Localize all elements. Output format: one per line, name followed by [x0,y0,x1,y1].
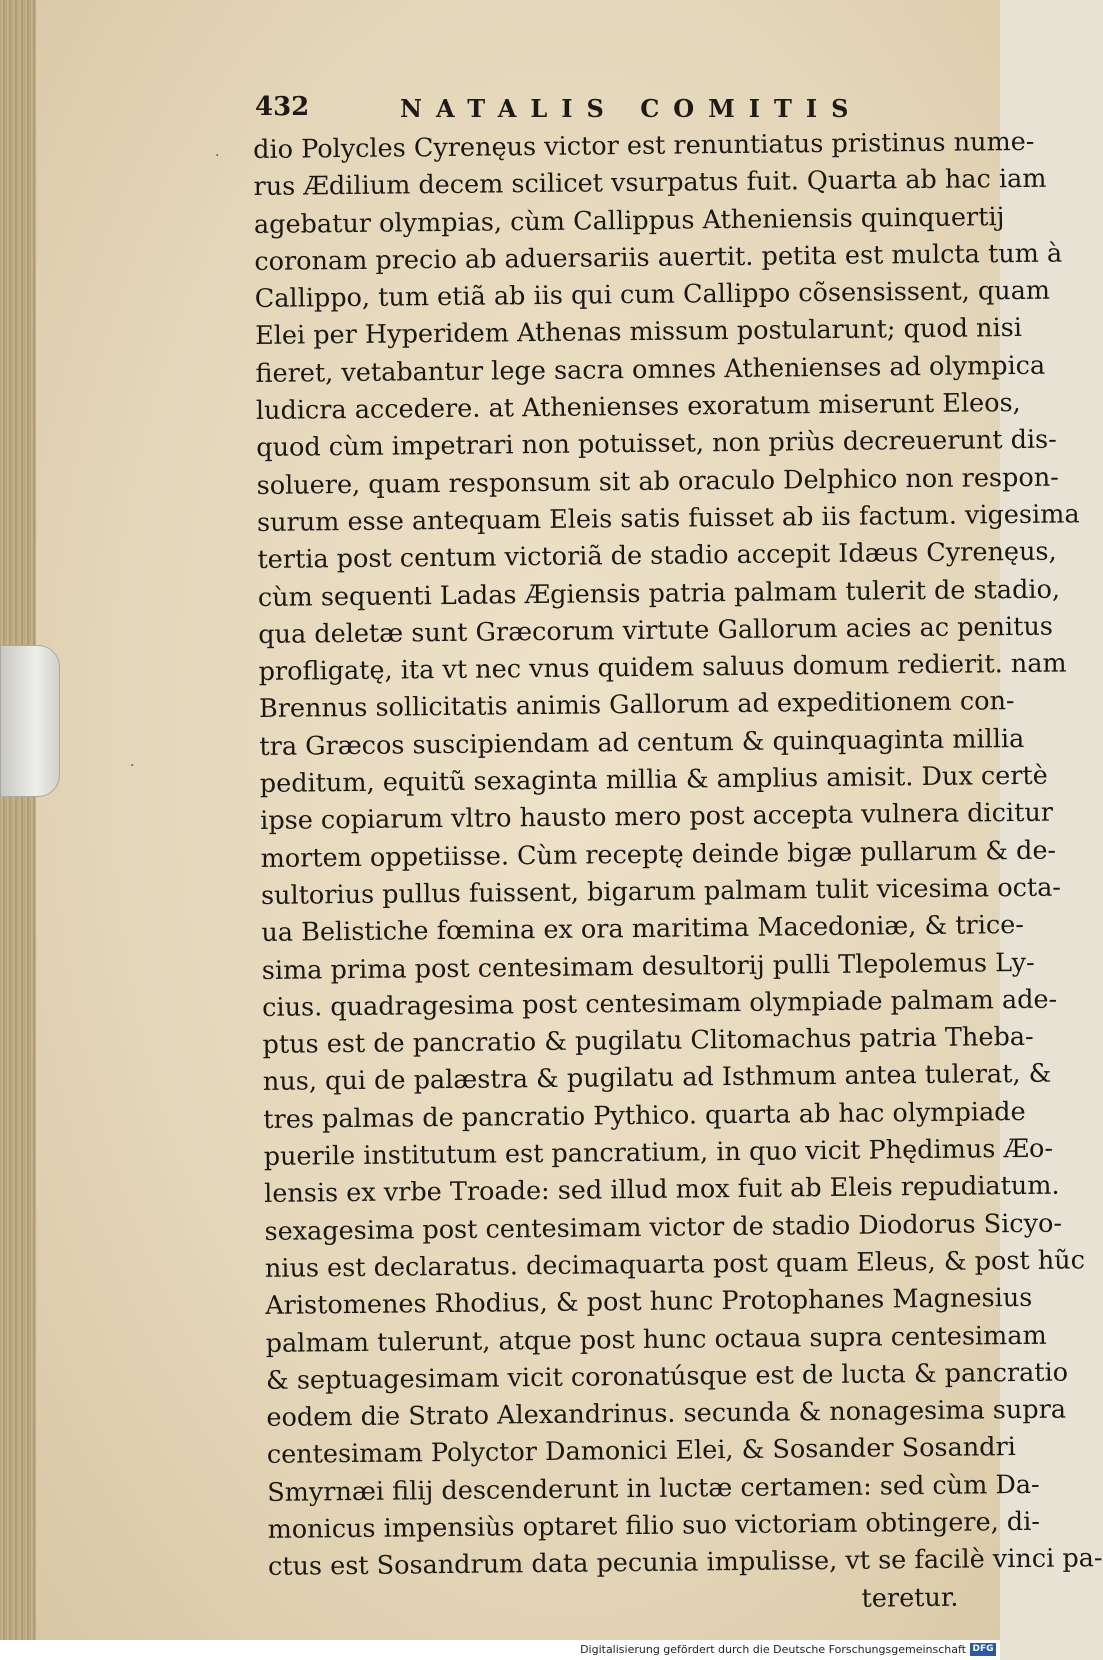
text-line: ptus est de pancratio & pugilatu Clitomachus patria Theba- [262,1022,1034,1061]
text-line: eodem die Strato Alexandrinus. secunda & nonagesima supra [266,1394,1067,1434]
text-line: lensis ex vrbe Troade: sed illud mox fuit ab Eleis repudiatum. [263,1170,1060,1210]
text-line: Aristomenes Rhodius, & post hunc Protophanes Magnesius [265,1283,1033,1322]
text-line: cùm sequenti Ladas Ægiensis patria palmam tulerit de stadio, [257,574,1061,613]
text-line: ctus est Sosandrum data pecunia impulisse, vt se facilè vinci pa- [267,1543,1103,1583]
text-line: palmam tulerunt, atque post hunc octaua supra centesimam [265,1320,1047,1359]
text-line: puerile institutum est pancratium, in quo vicit Phędimus Æo- [263,1133,1054,1172]
text-line: coronam precio ab aduersariis auertit. petita est mulcta tum à [254,238,1063,277]
text-line: profligatę, ita vt nec vnus quidem saluus domum redierit. nam [258,648,1067,688]
page-number: 432 [255,92,310,122]
text-line: ludicra accedere. at Athenienses exoratum miserunt Eleos, [255,388,1021,427]
text-line: quod cùm impetrari non potuisset, non priùs decreuerunt dis- [256,424,1057,464]
page-header [255,92,935,128]
text-line: ipse copiarum vltro hausto mero post accepta vulnera dicitur [260,798,1054,837]
text-line: mortem oppetiisse. Cùm receptę deinde bigæ pullarum & de- [260,835,1057,874]
text-line: sima prima post centesimam desultorij pulli Tlepolemus Ly- [261,947,1035,986]
text-line: fieret, vetabantur lege sacra omnes Athenienses ad olympica [255,350,1046,389]
margin-mark: · [130,758,135,774]
text-line: qua deletæ sunt Græcorum virtute Gallorum acies ac penitus [258,611,1054,650]
text-line: soluere, quam responsum sit ab oraculo Delphico non respon- [256,462,1059,501]
text-line: Brennus sollicitatis animis Gallorum ad expeditionem con- [258,686,1015,725]
running-title: NATALIS COMITIS [400,94,863,123]
body-text [253,125,1103,1624]
footer-credit: Digitalisierung gefördert durch die Deutsche Forschungsgemeinschaft [580,1643,966,1656]
text-line: sexagesima post centesimam victor de stadio Diodorus Sicyo- [264,1208,1063,1247]
page-clip [0,645,60,797]
page-edges [0,0,38,1640]
text-line: agebatur olympias, cùm Callippus Atheniensis quinquertij [253,201,1005,240]
text-line: rus Ædilium decem scilicet vsurpatus fuit. Quarta ab hac iam [253,163,1047,203]
text-line: cius. quadragesima post centesimam olympiade palmam ade- [262,984,1058,1023]
text-line: nus, qui de palæstra & pugilatu ad Isthmum antea tulerat, & [262,1059,1052,1098]
text-line: monicus impensiùs optaret filio suo victoriam obtingere, di- [267,1506,1041,1545]
text-line: Callippo, tum etiã ab iis qui cum Callippo cõsensissent, quam [254,275,1051,315]
text-line: teretur. [861,1582,959,1614]
text-line: dio Polycles Cyrenęus victor est renuntiatus pristinus nume- [253,126,1035,165]
text-line: nius est declaratus. decimaquarta post quam Eleus, & post hũc [264,1245,1086,1284]
text-line: peditum, equitũ sexaginta millia & amplius amisit. Dux certè [259,760,1048,800]
text-line: & septuagesimam vicit coronatúsque est de lucta & pancratio [265,1357,1069,1396]
text-line: centesimam Polyctor Damonici Elei, & Sosander Sosandri [266,1432,1017,1471]
text-line: surum esse antequam Eleis satis fuisset ab iis factum. vigesima [256,499,1080,538]
footer-bar [0,1640,1000,1660]
text-line: ua Belistiche fœmina ex ora maritima Macedoniæ, & trice- [261,910,1025,949]
margin-mark: · [215,148,220,164]
text-line: tres palmas de pancratio Pythico. quarta ab hac olympiade [263,1096,1026,1135]
dfg-logo: DFG [970,1643,996,1656]
text-line: Smyrnæi filij descenderunt in luctæ certamen: sed cùm Da- [267,1469,1040,1508]
text-line: tertia post centum victoriã de stadio accepit Idæus Cyrenęus, [257,536,1057,576]
text-line: sultorius pullus fuissent, bigarum palmam tulit vicesima octa- [260,872,1062,911]
text-line: Elei per Hyperidem Athenas missum postularunt; quod nisi [254,313,1023,352]
text-line: tra Græcos suscipiendam ad centum & quinquaginta millia [259,723,1025,762]
